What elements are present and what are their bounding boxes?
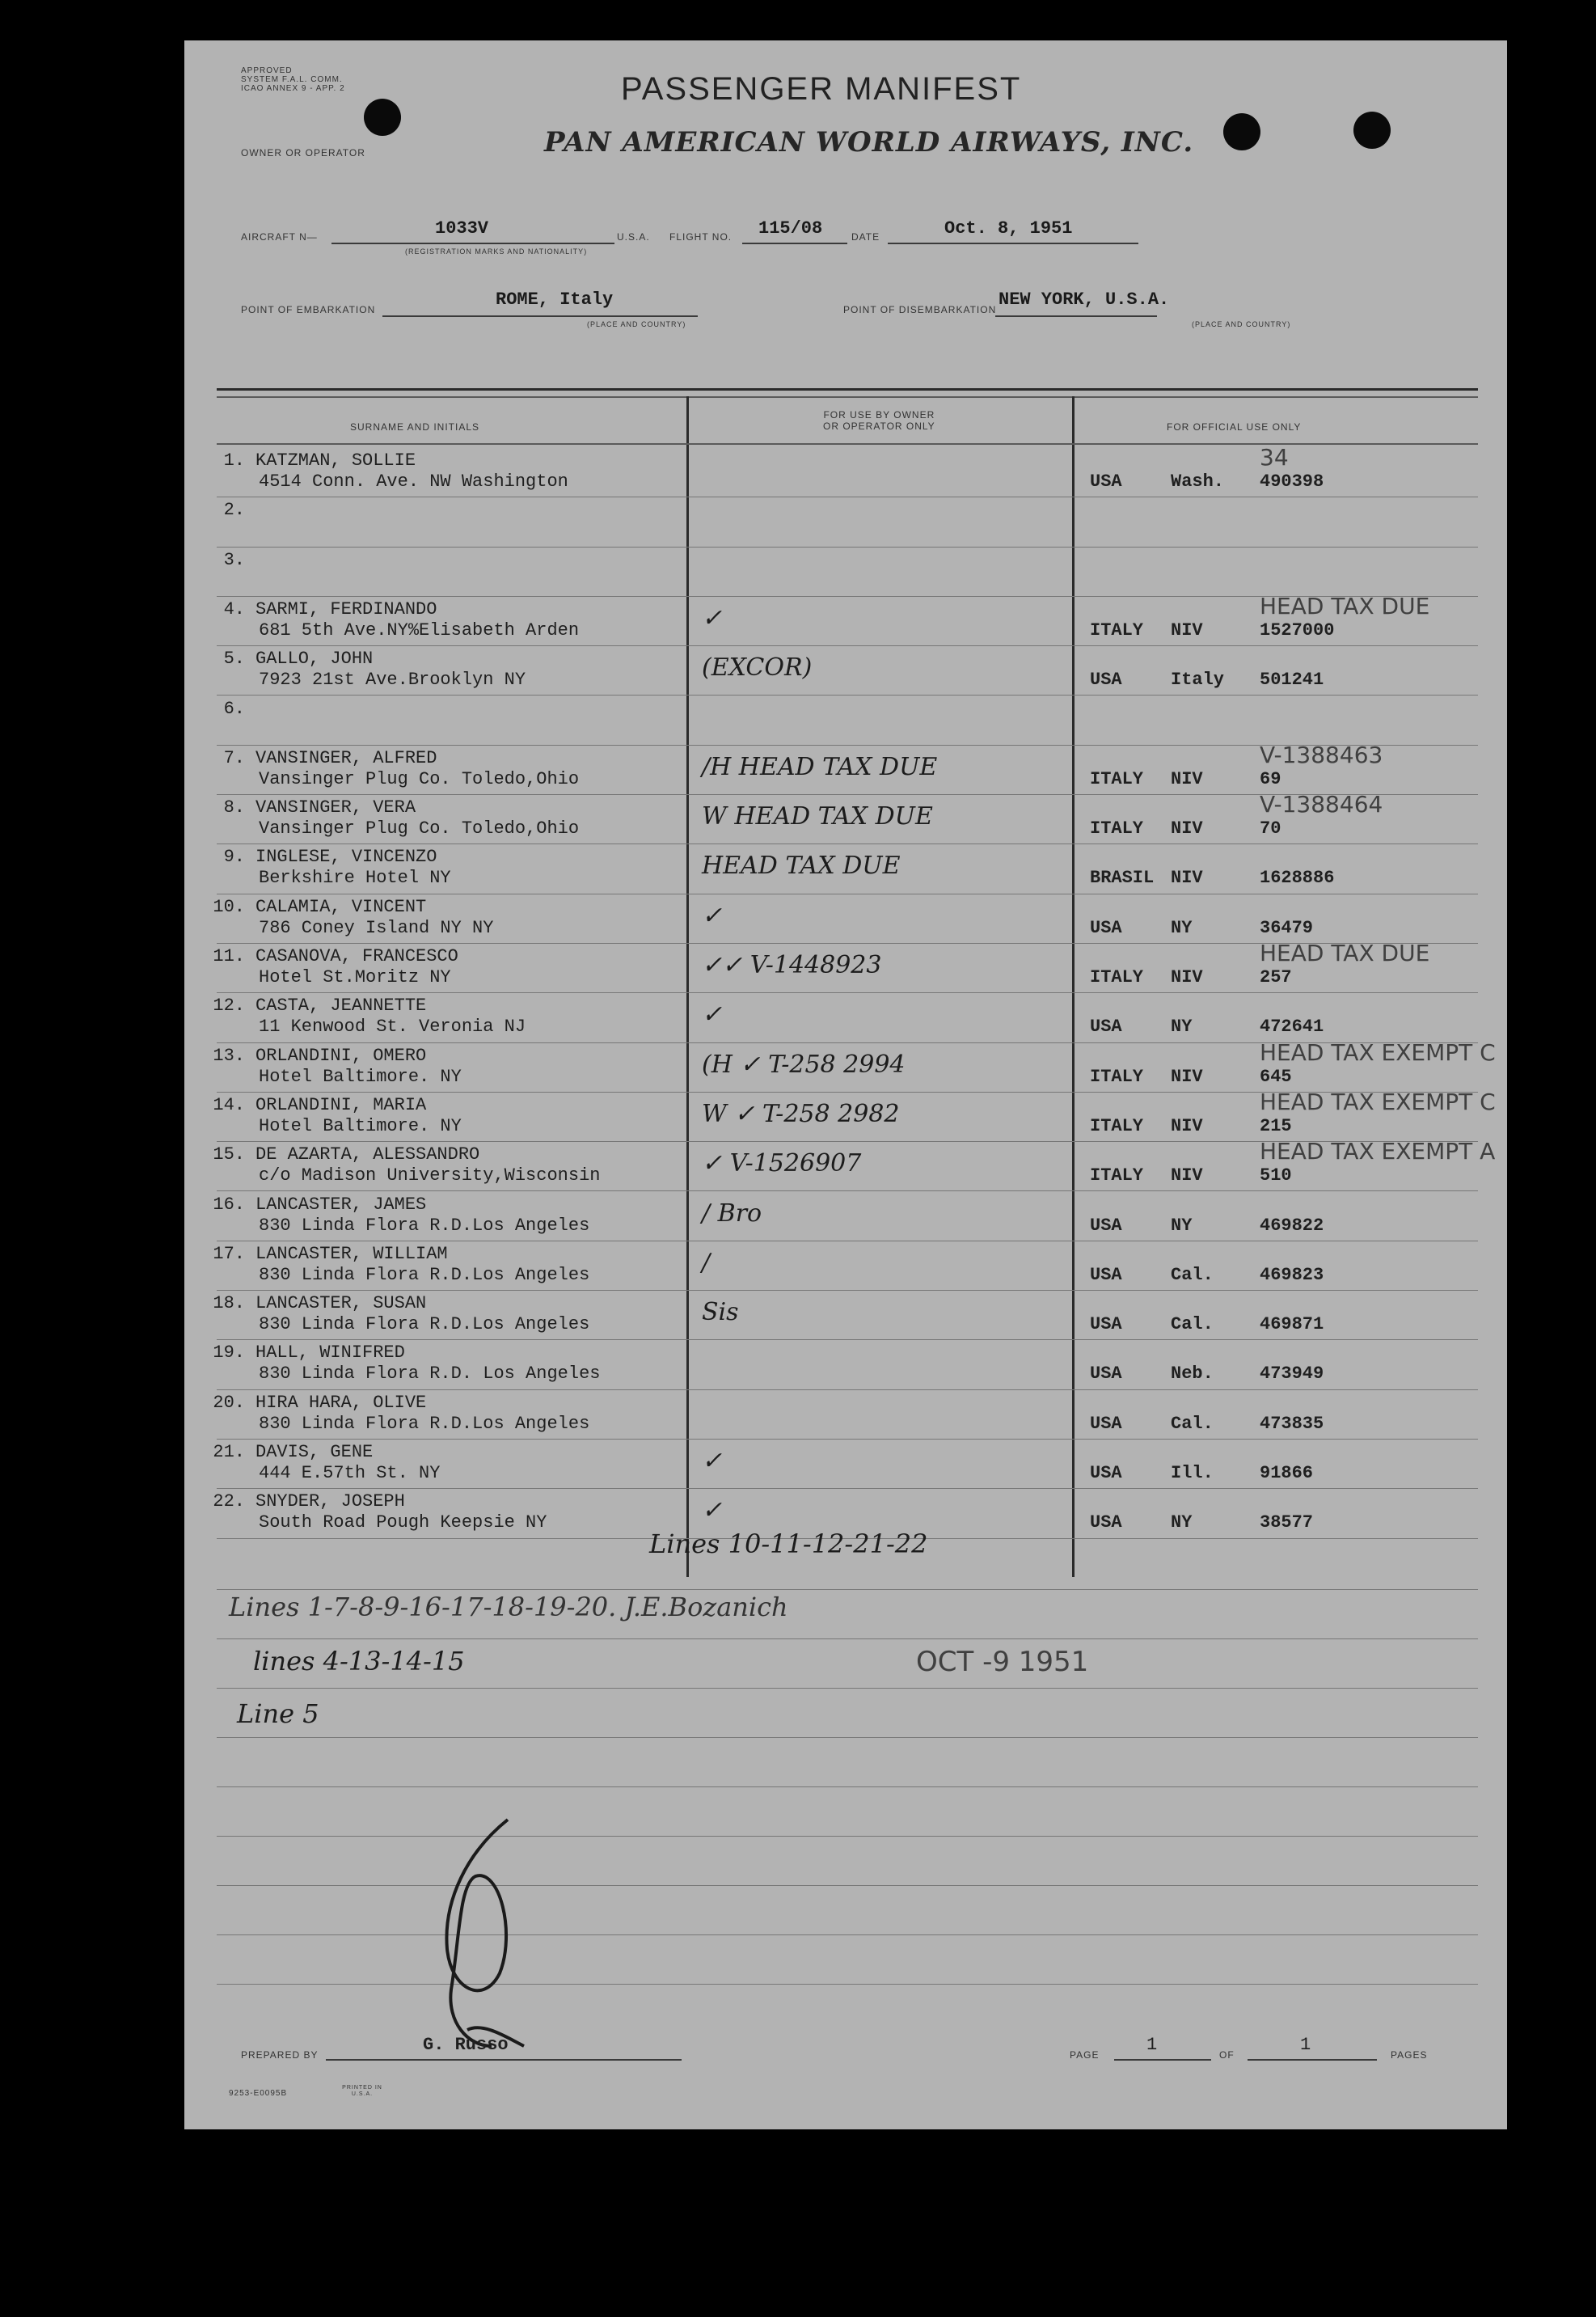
table-row — [184, 647, 1507, 696]
page-label: PAGE — [1070, 2049, 1100, 2061]
official-code: NIV — [1171, 967, 1203, 987]
row-number: 19. — [213, 1342, 245, 1364]
passenger-name: VANSINGER, ALFRED — [255, 747, 437, 768]
operator-mark: /H HEAD TAX DUE — [702, 752, 938, 781]
official-country: USA — [1090, 1463, 1122, 1483]
passenger-name: CALAMIA, VINCENT — [255, 896, 427, 917]
operator-mark: ✓ — [702, 901, 723, 930]
handwritten-note: Lines 10-11-12-21-22 — [649, 1528, 928, 1559]
flight-field — [742, 215, 847, 244]
embark-label: POINT OF EMBARKATION — [241, 304, 376, 315]
row-rule — [217, 1339, 1478, 1340]
official-code: NIV — [1171, 1165, 1203, 1186]
official-country: USA — [1090, 1314, 1122, 1335]
disembark-field — [995, 286, 1170, 317]
ruled-line — [217, 1737, 1478, 1738]
row-number: 9. — [223, 847, 245, 868]
operator-mark: W ✓ T-258 2982 — [702, 1099, 900, 1128]
row-number: 21. — [213, 1442, 245, 1462]
passenger-name: DAVIS, GENE — [255, 1442, 374, 1462]
official-note: HEAD TAX DUE — [1260, 592, 1430, 619]
passenger-address: 786 Coney Island NY NY — [259, 917, 494, 938]
passenger-name: LANCASTER, WILLIAM — [255, 1243, 448, 1264]
official-country: USA — [1090, 1264, 1122, 1285]
column-header-name: SURNAME AND INITIALS — [350, 421, 480, 433]
date-label: DATE — [851, 231, 880, 243]
official-code: Wash. — [1171, 471, 1225, 492]
pages-field — [1248, 2035, 1377, 2061]
passenger-name: LANCASTER, SUSAN — [255, 1293, 427, 1314]
row-number: 20. — [213, 1392, 245, 1413]
table-row — [184, 548, 1507, 598]
passenger-address: 830 Linda Flora R.D.Los Angeles — [259, 1314, 590, 1335]
passenger-name: INGLESE, VINCENZO — [255, 847, 437, 868]
official-number: 36479 — [1260, 917, 1314, 938]
signature — [411, 1803, 572, 2062]
official-code: Ill. — [1171, 1463, 1214, 1483]
operator-mark: / Bro — [702, 1199, 762, 1228]
pages-count: 1 — [1300, 2035, 1311, 2055]
passenger-name: ORLANDINI, OMERO — [255, 1045, 427, 1066]
passenger-address: Berkshire Hotel NY — [259, 868, 451, 889]
official-code: NIV — [1171, 768, 1203, 789]
row-number: 6. — [223, 698, 245, 719]
row-number: 13. — [213, 1045, 245, 1066]
operator-mark: ✓ — [702, 1496, 723, 1525]
official-code: Italy — [1171, 670, 1225, 691]
official-number: 469871 — [1260, 1314, 1324, 1335]
passenger-name: HALL, WINIFRED — [255, 1342, 405, 1364]
passenger-address: 830 Linda Flora R.D.Los Angeles — [259, 1413, 590, 1434]
ruled-line — [217, 1885, 1478, 1886]
approval-note: APPROVED SYSTEM F.A.L. COMM. ICAO ANNEX 9 - APP. 2 — [241, 66, 345, 93]
table-row — [184, 1242, 1507, 1292]
official-number: 510 — [1260, 1165, 1292, 1186]
airline-name: PAN AMERICAN WORLD AIRWAYS, INC. — [544, 126, 1194, 159]
disembark-value: NEW YORK, U.S.A. — [999, 290, 1170, 310]
passenger-address: 4514 Conn. Ave. NW Washington — [259, 471, 568, 492]
aircraft-label: AIRCRAFT N— — [241, 231, 318, 243]
row-rule — [217, 992, 1478, 993]
ruled-line — [217, 1836, 1478, 1837]
row-number: 1. — [223, 450, 245, 471]
official-code: NIV — [1171, 868, 1203, 889]
operator-mark: Sis — [702, 1298, 739, 1327]
page-field — [1114, 2035, 1211, 2061]
table-row — [184, 845, 1507, 894]
manifest-page — [184, 40, 1507, 2129]
pages-label: PAGES — [1391, 2049, 1428, 2061]
date-value: Oct. 8, 1951 — [944, 218, 1073, 239]
row-number: 4. — [223, 598, 245, 619]
official-note: V-1388463 — [1260, 741, 1383, 768]
table-row — [184, 1440, 1507, 1490]
passenger-name: VANSINGER, VERA — [255, 797, 416, 818]
of-label: OF — [1219, 2049, 1235, 2061]
row-number: 14. — [213, 1094, 245, 1115]
passenger-name: CASTA, JEANNETTE — [255, 996, 427, 1017]
prepared-value: G. Russo — [423, 2035, 509, 2055]
official-country: USA — [1090, 1017, 1122, 1038]
ruled-line — [217, 1984, 1478, 1985]
passenger-address: 830 Linda Flora R.D.Los Angeles — [259, 1215, 590, 1236]
official-number: 645 — [1260, 1066, 1292, 1087]
row-number: 18. — [213, 1293, 245, 1314]
passenger-address: c/o Madison University,Wisconsin — [259, 1165, 601, 1186]
row-number: 15. — [213, 1144, 245, 1165]
official-country: USA — [1090, 1413, 1122, 1434]
official-number: 38577 — [1260, 1512, 1314, 1533]
official-number: 501241 — [1260, 670, 1324, 691]
handwritten-note: Lines 1-7-8-9-16-17-18-19-20. J.E.Bozanich — [229, 1592, 788, 1622]
row-number: 7. — [223, 747, 245, 768]
handwritten-note: Line 5 — [237, 1698, 319, 1729]
row-rule — [217, 1488, 1478, 1489]
table-top-rule — [217, 388, 1478, 391]
official-country: BRASIL — [1090, 868, 1155, 889]
table-row — [184, 994, 1507, 1043]
table-row — [184, 1391, 1507, 1440]
row-rule — [217, 1190, 1478, 1191]
operator-mark: (EXCOR) — [702, 653, 813, 683]
passenger-address: Vansinger Plug Co. Toledo,Ohio — [259, 818, 580, 839]
passenger-address: 830 Linda Flora R.D.Los Angeles — [259, 1264, 590, 1285]
punch-hole — [1223, 113, 1260, 150]
official-code: Neb. — [1171, 1364, 1214, 1385]
row-number: 17. — [213, 1243, 245, 1264]
row-number: 10. — [213, 896, 245, 917]
official-country: ITALY — [1090, 818, 1144, 839]
operator-mark: HEAD TAX DUE — [702, 852, 901, 881]
prepared-label: PREPARED BY — [241, 2049, 319, 2061]
official-code: Cal. — [1171, 1314, 1214, 1335]
official-country: USA — [1090, 1215, 1122, 1236]
passenger-address: 7923 21st Ave.Brooklyn NY — [259, 670, 526, 691]
row-number: 16. — [213, 1194, 245, 1215]
owner-label: OWNER OR OPERATOR — [241, 147, 365, 159]
table-row — [184, 1138, 1507, 1192]
operator-mark: / — [702, 1248, 711, 1277]
usa-label: U.S.A. — [617, 231, 650, 243]
official-code: NY — [1171, 1512, 1193, 1533]
row-rule — [217, 1389, 1478, 1390]
ruled-line — [217, 1786, 1478, 1787]
official-country: USA — [1090, 1364, 1122, 1385]
official-code: NIV — [1171, 1066, 1203, 1087]
passenger-name: HIRA HARA, OLIVE — [255, 1392, 427, 1413]
printed-mark: PRINTED IN U.S.A. — [342, 2085, 382, 2097]
official-number: 473835 — [1260, 1413, 1324, 1434]
form-number: 9253-E0095B — [229, 2089, 288, 2098]
table-row — [184, 1292, 1507, 1341]
passenger-address: Vansinger Plug Co. Toledo,Ohio — [259, 768, 580, 789]
table-row — [184, 592, 1507, 647]
official-number: 490398 — [1260, 471, 1324, 492]
official-note: 34 — [1260, 444, 1289, 471]
ruled-line — [217, 1638, 1478, 1639]
official-number: 1527000 — [1260, 619, 1335, 641]
official-number: 472641 — [1260, 1017, 1324, 1038]
passenger-address: South Road Pough Keepsie NY — [259, 1512, 547, 1533]
official-note: V-1388464 — [1260, 791, 1383, 818]
table-row — [184, 1193, 1507, 1242]
row-number: 5. — [223, 649, 245, 670]
passenger-address: 444 E.57th St. NY — [259, 1463, 441, 1483]
punch-hole — [364, 99, 401, 136]
official-code: NY — [1171, 1017, 1193, 1038]
official-country: ITALY — [1090, 1165, 1144, 1186]
row-rule — [217, 645, 1478, 646]
official-number: 91866 — [1260, 1463, 1314, 1483]
passenger-name: SARMI, FERDINANDO — [255, 598, 437, 619]
passenger-address: 681 5th Ave.NY%Elisabeth Arden — [259, 619, 580, 641]
table-row — [184, 444, 1507, 498]
ruled-line — [217, 1934, 1478, 1935]
row-rule — [217, 1439, 1478, 1440]
prepared-field — [326, 2035, 682, 2061]
passenger-name: KATZMAN, SOLLIE — [255, 450, 416, 471]
table-row — [184, 895, 1507, 945]
official-number: 69 — [1260, 768, 1281, 789]
table-row — [184, 1341, 1507, 1390]
passenger-name: LANCASTER, JAMES — [255, 1194, 427, 1215]
official-number: 469822 — [1260, 1215, 1324, 1236]
official-country: USA — [1090, 670, 1122, 691]
date-stamp: OCT -9 1951 — [916, 1646, 1089, 1678]
aircraft-sublabel: (REGISTRATION MARKS AND NATIONALITY) — [405, 247, 588, 256]
passenger-name: GALLO, JOHN — [255, 649, 374, 670]
row-number: 2. — [223, 500, 245, 521]
aircraft-field — [331, 215, 614, 244]
passenger-name: SNYDER, JOSEPH — [255, 1491, 405, 1512]
official-country: USA — [1090, 917, 1122, 938]
official-note: HEAD TAX EXEMPT C — [1260, 1038, 1496, 1066]
aircraft-value: 1033V — [435, 218, 489, 239]
operator-mark: ✓✓ V-1448923 — [702, 951, 882, 979]
passenger-address: Hotel Baltimore. NY — [259, 1066, 462, 1087]
official-note: HEAD TAX EXEMPT C — [1260, 1088, 1496, 1115]
operator-mark: ✓ — [702, 1447, 723, 1475]
official-number: 1628886 — [1260, 868, 1335, 889]
column-header-operator: FOR USE BY OWNER OR OPERATOR ONLY — [823, 409, 935, 432]
flight-value: 115/08 — [758, 218, 823, 239]
operator-mark: ✓ — [702, 1000, 723, 1030]
operator-mark: (H ✓ T-258 2994 — [702, 1050, 906, 1079]
official-note: HEAD TAX EXEMPT A — [1260, 1138, 1496, 1165]
row-rule — [217, 547, 1478, 548]
official-country: ITALY — [1090, 1115, 1144, 1136]
operator-mark: ✓ V-1526907 — [702, 1149, 862, 1178]
row-number: 3. — [223, 549, 245, 570]
official-note: HEAD TAX DUE — [1260, 940, 1430, 966]
embark-field — [382, 286, 698, 317]
disembark-sublabel: (PLACE AND COUNTRY) — [1192, 320, 1291, 328]
official-code: NIV — [1171, 818, 1203, 839]
official-country: USA — [1090, 1512, 1122, 1533]
disembark-label: POINT OF DISEMBARKATION — [843, 304, 997, 315]
row-number: 11. — [213, 946, 245, 966]
official-number: 473949 — [1260, 1364, 1324, 1385]
row-rule — [217, 695, 1478, 696]
official-number: 469823 — [1260, 1264, 1324, 1285]
passenger-address: 11 Kenwood St. Veronia NJ — [259, 1017, 526, 1038]
passenger-name: DE AZARTA, ALESSANDRO — [255, 1144, 480, 1165]
official-country: ITALY — [1090, 768, 1144, 789]
page-title: PASSENGER MANIFEST — [621, 71, 1022, 107]
passenger-name: ORLANDINI, MARIA — [255, 1094, 427, 1115]
passenger-address: 830 Linda Flora R.D. Los Angeles — [259, 1364, 601, 1385]
page-number: 1 — [1146, 2035, 1158, 2055]
official-country: USA — [1090, 471, 1122, 492]
table-row — [184, 697, 1507, 746]
date-field — [888, 215, 1138, 244]
table-row — [184, 1088, 1507, 1143]
official-country: ITALY — [1090, 967, 1144, 987]
operator-mark: ✓ — [702, 603, 723, 632]
passenger-address: Hotel Baltimore. NY — [259, 1115, 462, 1136]
punch-hole — [1353, 112, 1391, 149]
handwritten-note: lines 4-13-14-15 — [253, 1646, 465, 1676]
official-code: Cal. — [1171, 1264, 1214, 1285]
official-number: 215 — [1260, 1115, 1292, 1136]
official-code: NY — [1171, 1215, 1193, 1236]
column-header-official: FOR OFFICIAL USE ONLY — [1167, 421, 1302, 433]
embark-sublabel: (PLACE AND COUNTRY) — [587, 320, 686, 328]
header-rule — [217, 443, 1478, 445]
official-country: ITALY — [1090, 619, 1144, 641]
row-number: 12. — [213, 996, 245, 1017]
row-number: 8. — [223, 797, 245, 818]
table-row — [184, 791, 1507, 845]
table-row — [184, 498, 1507, 548]
official-code: NIV — [1171, 1115, 1203, 1136]
table-row — [184, 741, 1507, 796]
official-code: NIV — [1171, 619, 1203, 641]
ruled-line — [217, 1688, 1478, 1689]
row-rule — [217, 1290, 1478, 1291]
ruled-line — [217, 1589, 1478, 1590]
passenger-address: Hotel St.Moritz NY — [259, 967, 451, 987]
table-row — [184, 1038, 1507, 1093]
passenger-name: CASANOVA, FRANCESCO — [255, 946, 458, 966]
flight-label: FLIGHT NO. — [669, 231, 733, 243]
official-country: ITALY — [1090, 1066, 1144, 1087]
official-code: NY — [1171, 917, 1193, 938]
row-number: 22. — [213, 1491, 245, 1512]
official-code: Cal. — [1171, 1413, 1214, 1434]
official-number: 257 — [1260, 967, 1292, 987]
table-top-rule — [217, 396, 1478, 398]
official-number: 70 — [1260, 818, 1281, 839]
table-row — [184, 940, 1507, 994]
operator-mark: W HEAD TAX DUE — [702, 802, 933, 831]
embark-value: ROME, Italy — [496, 290, 614, 310]
